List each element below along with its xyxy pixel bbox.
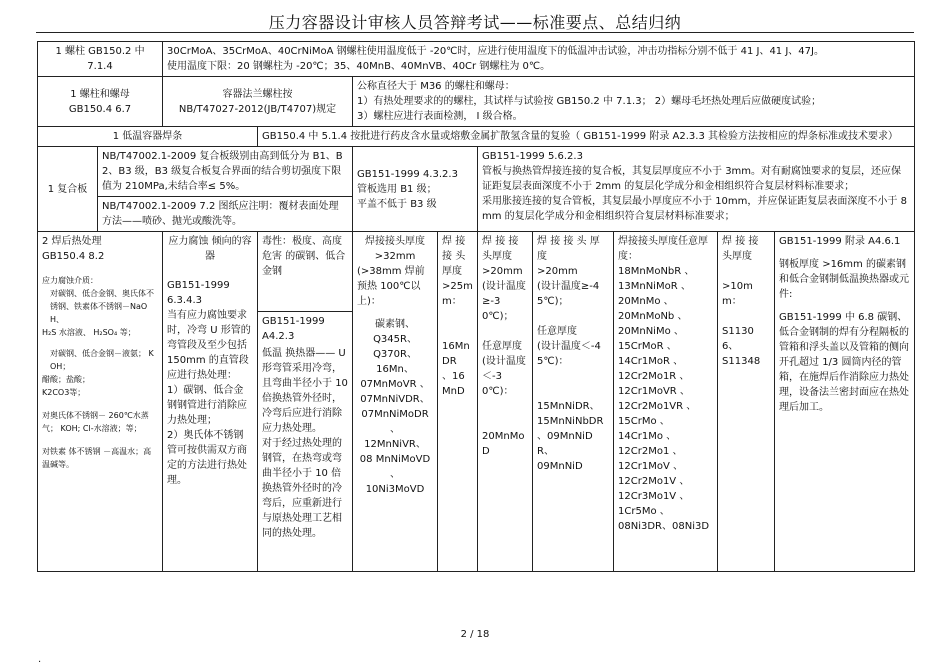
page-number: 2 / 18: [460, 629, 490, 640]
row-label-bolts-nuts: 1 螺柱和螺母 GB150.4 6.7: [38, 77, 163, 127]
weld-material: 12MnNiVR、: [364, 439, 426, 450]
weld-material: Q370R、: [373, 349, 417, 360]
weldany-material: 14Cr1Mo 、: [618, 431, 677, 442]
weld20a-title: 焊 接 接 头厚度: [482, 236, 519, 262]
pwht-item: 对碳钢、低合金钢－液氨； KOH；: [50, 349, 154, 371]
weld25-title: 焊 接 接 头厚度: [442, 236, 466, 277]
weld-thickness-cell: [353, 232, 438, 572]
weld-title: 焊接接头厚度: [365, 236, 426, 247]
weld-material: 07MnNiVDR、: [360, 394, 430, 405]
weldany-material: 12Cr2Mo1VR 、: [618, 401, 697, 412]
pwht-item: H₂S 水溶液、 H₂SO₄ 等；: [42, 328, 136, 337]
weld-20b-cell: [533, 232, 614, 572]
weldany-material: 12Cr2Mo1R 、: [618, 371, 690, 382]
row-pwht: [38, 232, 915, 572]
weld-thk: >32mm: [374, 251, 416, 262]
weld10-body: >10mm： S11306、 S11348: [722, 281, 761, 367]
pwht-subtitle: 应力腐蚀介质：: [42, 276, 98, 285]
weld-material: 碳素钢、: [375, 319, 416, 330]
row-label-bolts: 1 螺柱 GB150.2 中 7.1.4: [38, 42, 163, 77]
weld-material: 08 MnNiMoVD 、: [359, 454, 431, 480]
weld20b-title: 焊 接 接 头 厚度: [537, 236, 600, 262]
stress-corrosion-cell: [163, 232, 258, 572]
weldany-material: 1Cr5Mo 、: [618, 506, 670, 517]
pwht-title: 2 焊后热处理 GB150.4 8.2: [42, 236, 105, 262]
clad-surface-text: NB/T47002.1-2009 7.2 图纸应注明：覆材表面处理方法——喷砂、抛光或酸洗等。: [98, 197, 353, 232]
weldany-material: 14Cr1MoR 、: [618, 356, 684, 367]
pwht-item: 对奥氏体不锈钢－ 260℃水蒸气； KOH; Cl-水溶液；等；: [42, 411, 149, 433]
toxic-title: 毒性：极度、高度危害 的碳钢、低合金钢: [258, 232, 352, 312]
clad-thickness-text: GB151-1999 5.6.2.3 管板与换热管焊接连接的复合板，其复层厚度应不小于 3mm。对有耐腐蚀要求的复层，还应保证距复层表面深度不小于 2mm 的复层化学成分和金相组织符合复层材料标准要求； 采用胀接连接的复合管板，其复层最小厚度应不小于 10mm，并应保证距复层表面深度不小于 8mm 的复层化学成分和金相组织符合复层材料标准要求；: [478, 147, 915, 232]
weld-note: (>38mm 焊前预热 100℃以上)：: [357, 266, 425, 307]
weld-material: 07MnMoVR 、: [360, 379, 430, 390]
row-lowtemp-electrode: [38, 127, 915, 147]
weld25-materials: 16MnDR 、16MnD: [442, 341, 470, 397]
lowtemp-title: GB151-1999 附录 A4.6.1: [779, 236, 901, 247]
weld-any-cell: [614, 232, 718, 572]
page-title: 压力容器设计审核人员答辩考试——标准要点、总结归纳: [268, 13, 682, 32]
weldany-material: 15CrMoR 、: [618, 341, 677, 352]
clad-grade-text: NB/T47002.1-2009 复合板级别由高到低分为 B1、B2、B3 级，B3 级复合板复合界面的结合剪切强度下限值为 210MPa,未结合率≤ 5%。: [98, 147, 353, 197]
stress-title: 应力腐蚀 倾向的容器: [168, 236, 252, 262]
weldany-material: 08Ni3DR、08Ni3D: [618, 521, 710, 532]
weld20b-body: >20mm (设计温度≥-45℃)； 任意厚度 (设计温度＜-45℃)： 15MnNiDR、 15MnNiNbDR 、09MnNiDR、 09MnNiD: [537, 266, 604, 472]
pwht-item: 醋酸；盐酸；: [42, 375, 90, 384]
row-clad-plate: [38, 147, 915, 197]
weld20a-body: >20mm (设计温度≥-30℃)； 任意厚度 (设计温度＜-30℃)： 20MnMoD: [482, 266, 526, 457]
weldany-material: 12Cr2Mo1 、: [618, 446, 683, 457]
row-bolts: [38, 42, 915, 77]
row-bolts-nuts: [38, 77, 915, 127]
weldany-material: 12Cr3Mo1V 、: [618, 491, 690, 502]
weld25-thk: >25mm：: [442, 281, 473, 307]
toxic-ref: GB151-1999 A4.2.3: [262, 316, 325, 342]
weldany-material: 20MnMoNb 、: [618, 311, 688, 322]
stress-ref: GB151-1999 6.3.4.3: [167, 280, 230, 306]
row-label-clad: 1 复合板: [38, 147, 98, 232]
weldany-material: 18MnMoNbR 、: [618, 266, 695, 277]
pwht-item: K2CO3等；: [42, 388, 86, 397]
weldany-material: 12Cr1MoVR 、: [618, 386, 690, 397]
weld10-title: 焊 接 接 头厚度: [722, 236, 759, 262]
footer-mark: .: [38, 654, 42, 665]
lowtemp-p2: GB151-1999 中 6.8 碳钢、低合金钢制的焊有分程隔板的管箱和浮头盖以及管箱的侧向开孔超过 1/3 圆筒内径的管箱，在施焊后作消除应力热处理，设备法兰密封面应在热处理后加工。: [779, 312, 910, 413]
weld-material: 16Mn、: [376, 364, 414, 375]
pwht-item: 对碳钢、低合金钢、奥氏体不锈钢、铁素体不锈钢－NaOH、: [50, 289, 154, 324]
stress-body: 当有应力腐蚀要求时，冷弯 U 形管的弯管段及至少包括 150mm 的直管段应进行热处理： 1）碳钢、低合金钢钢管进行消除应力热处理； 2）奥氏体不锈钢管可按供需双方商定的方法进行热处理。: [167, 310, 251, 486]
lowtemp-p1: 钢板厚度 >16mm 的碳素钢和低合金钢制低温换热器或元件:: [779, 259, 910, 300]
pwht-item: 对铁素 体不锈钢 －高温水；高温碱等。: [42, 447, 152, 469]
weldany-material: 15CrMo 、: [618, 416, 670, 427]
weldany-title: 焊接接头厚度任意厚度：: [618, 236, 709, 262]
row-content-bolts-nuts: 公称直径大于 M36 的螺柱和螺母： 1）有热处理要求的的螺柱，其试样与试验按 GB150.2 中 7.1.3； 2）螺母毛坯热处理后应做硬度试验； 3）螺柱应进行表面检测， I 级合格。: [353, 77, 915, 127]
clad-tubesheet-grade: GB151-1999 4.3.2.3 管板选用 B1 级； 平盖不低于 B3 级: [353, 147, 478, 232]
weld-material: 10Ni3MoVD: [365, 484, 425, 495]
row-label-electrode: 1 低温容器焊条: [38, 127, 258, 147]
standards-table: [37, 41, 915, 572]
weld-25-cell: [438, 232, 478, 572]
weld-material: Q345R、: [373, 334, 417, 345]
weld-10-cell: [718, 232, 775, 572]
row-content-bolts: 30CrMoA、35CrMoA、40CrNiMoA 钢螺柱使用温度低于 -20℃时，应进行使用温度下的低温冲击试验，冲击功指标分别不低于 41 J、41 J、47J。 使用温度下限：20 钢螺柱为 -20℃；35、40MnB、40MnVB、40Cr 钢螺柱为 0℃。: [163, 42, 915, 77]
weld-material: 07MnNiMoDR 、: [361, 409, 429, 435]
weldany-material: 12Cr2Mo1V 、: [618, 476, 690, 487]
row-content-electrode: GB150.4 中 5.1.4 按批进行药皮含水量或熔敷金属扩散氢含量的复验（ GB151-1999 附录 A2.3.3 其检验方法按相应的焊条标准或技术要求）: [258, 127, 915, 147]
toxic-body: 低温 换热器—— U 形弯管采用冷弯，且弯曲半径小于 10 倍换热管外径时，冷弯后应进行消除应力热处理。 对于经过热处理的钢管，在热弯或弯曲半径小于 10 倍换热管外径时的冷弯后，应重新进行与原热处理工艺相同的热处理。: [262, 348, 348, 539]
weld-20a-cell: [478, 232, 533, 572]
weldany-material: 20MnNiMo 、: [618, 326, 684, 337]
pwht-cell: [38, 232, 163, 572]
weldany-material: 12Cr1MoV 、: [618, 461, 683, 472]
weldany-material: 20MnMo 、: [618, 296, 674, 307]
lowtemp-hx-cell: [775, 232, 915, 572]
weldany-material: 13MnNiMoR 、: [618, 281, 691, 292]
header-rule: [36, 32, 914, 33]
toxic-cell: [258, 232, 353, 572]
flange-bolt-spec: 容器法兰螺柱按 NB/T47027-2012(JB/T4707)规定: [163, 77, 353, 127]
